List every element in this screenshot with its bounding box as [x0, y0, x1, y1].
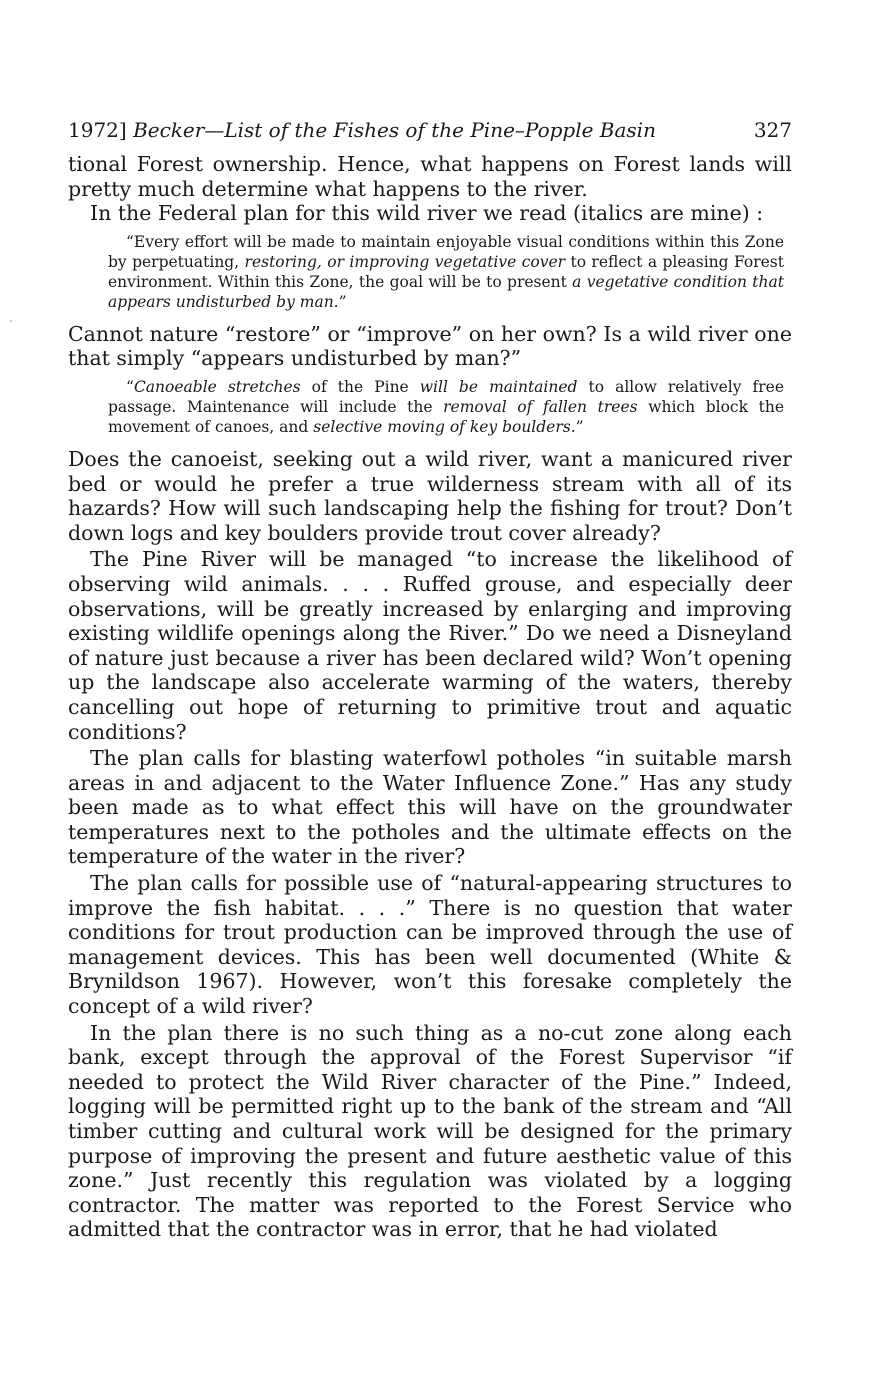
quote-2-italic-d: will be maintained — [419, 377, 578, 396]
header-year: 1972] — [68, 118, 127, 142]
paragraph-4: Does the canoeist, seeking out a wild river, want a manicured river bed or would he prefer a true wilderness stream with all of its hazards? How will such landscaping help the fishing for trout? Don’t down logs and key boulders provide trout cover already? — [68, 446, 792, 545]
quote-2-text-g: which block the movement of canoes, and — [108, 397, 785, 436]
quote-2-text-e: to allow relatively free passage. Maintenance will include the — [108, 377, 784, 416]
paragraph-1: tional Forest ownership. Hence, what happens on Forest lands will pretty much determine what happens to the river. — [68, 152, 792, 201]
quote-2-italic-b: Canoeable stretches — [133, 377, 301, 396]
quote-2-text-c: of the Pine — [300, 377, 420, 396]
paragraph-6: The plan calls for blasting waterfowl potholes “in suitable marsh areas in and adjacent to the Water Influence Zone.” Has any study been made as to what effect this will have on the groundwater temperatures next to the potholes and the ultimate effects on the temperature of the water in the river? — [68, 746, 792, 869]
paragraph-5: The Pine River will be managed “to increase the likelihood of observing wild animals. . . . Ruffed grouse, and especially deer observations, will be greatly increased by enlarging and improving existing wildlife openings along the River.” Do we need a Disneyland of nature just because a river has been declared wild? Won’t opening up the landscape also accelerate warming of the waters, thereby cancelling out hope of returning to primitive trout and aquatic conditions? — [68, 547, 792, 744]
quote-1-text-e: ” — [338, 292, 347, 311]
header-title: Becker—List of the Fishes of the Pine–Popple Basin — [133, 118, 656, 142]
quote-2-italic-h: selective moving of key boulders. — [313, 417, 576, 436]
block-quote-2 — [108, 377, 784, 437]
document-page — [68, 118, 792, 1242]
page-number: 327 — [753, 118, 792, 142]
quote-1-italic-b: restoring, or improving vegetative cover — [244, 252, 566, 271]
quote-2-text-i: ” — [575, 417, 584, 436]
block-quote-1 — [108, 232, 784, 312]
quote-1-text-c: to reflect a pleasing Forest environment. Within this Zone, the goal will be to present — [108, 252, 784, 291]
running-header — [68, 118, 792, 142]
quote-2-italic-f: removal of fallen trees — [443, 397, 638, 416]
quote-1-text-a: “Every effort will be made to maintain enjoyable visual conditions within this Zone by perpetuating, — [108, 232, 784, 271]
margin-speck — [10, 320, 12, 322]
paragraph-7: The plan calls for possible use of “natural-appearing structures to improve the fish habitat. . . .” There is no question that water conditions for trout production can be improved through the use of management devices. This has been well documented (White & Brynildson 1967). However, won’t this foresake completely the concept of a wild river? — [68, 871, 792, 1019]
quote-1-italic-d: a vegetative condition that appears undisturbed by man. — [108, 272, 784, 311]
paragraph-8: In the plan there is no such thing as a no-cut zone along each bank, except through the approval of the Forest Supervisor “if needed to protect the Wild River character of the Pine.” Indeed, logging will be permitted right up to the bank of the stream and “All timber cutting and cultural work will be designed for the primary purpose of improving the present and future aesthetic value of this zone.” Just recently this regulation was violated by a logging contractor. The matter was reported to the Forest Service who admitted that the contractor was in error, that he had violated — [68, 1020, 792, 1242]
paragraph-2: In the Federal plan for this wild river we read (italics are mine) : — [90, 201, 764, 226]
header-left — [68, 118, 656, 142]
paragraph-3: Cannot nature “restore” or “improve” on her own? Is a wild river one that simply “appears undisturbed by man?” — [68, 321, 792, 371]
quote-2-text-a: “ — [126, 377, 134, 396]
